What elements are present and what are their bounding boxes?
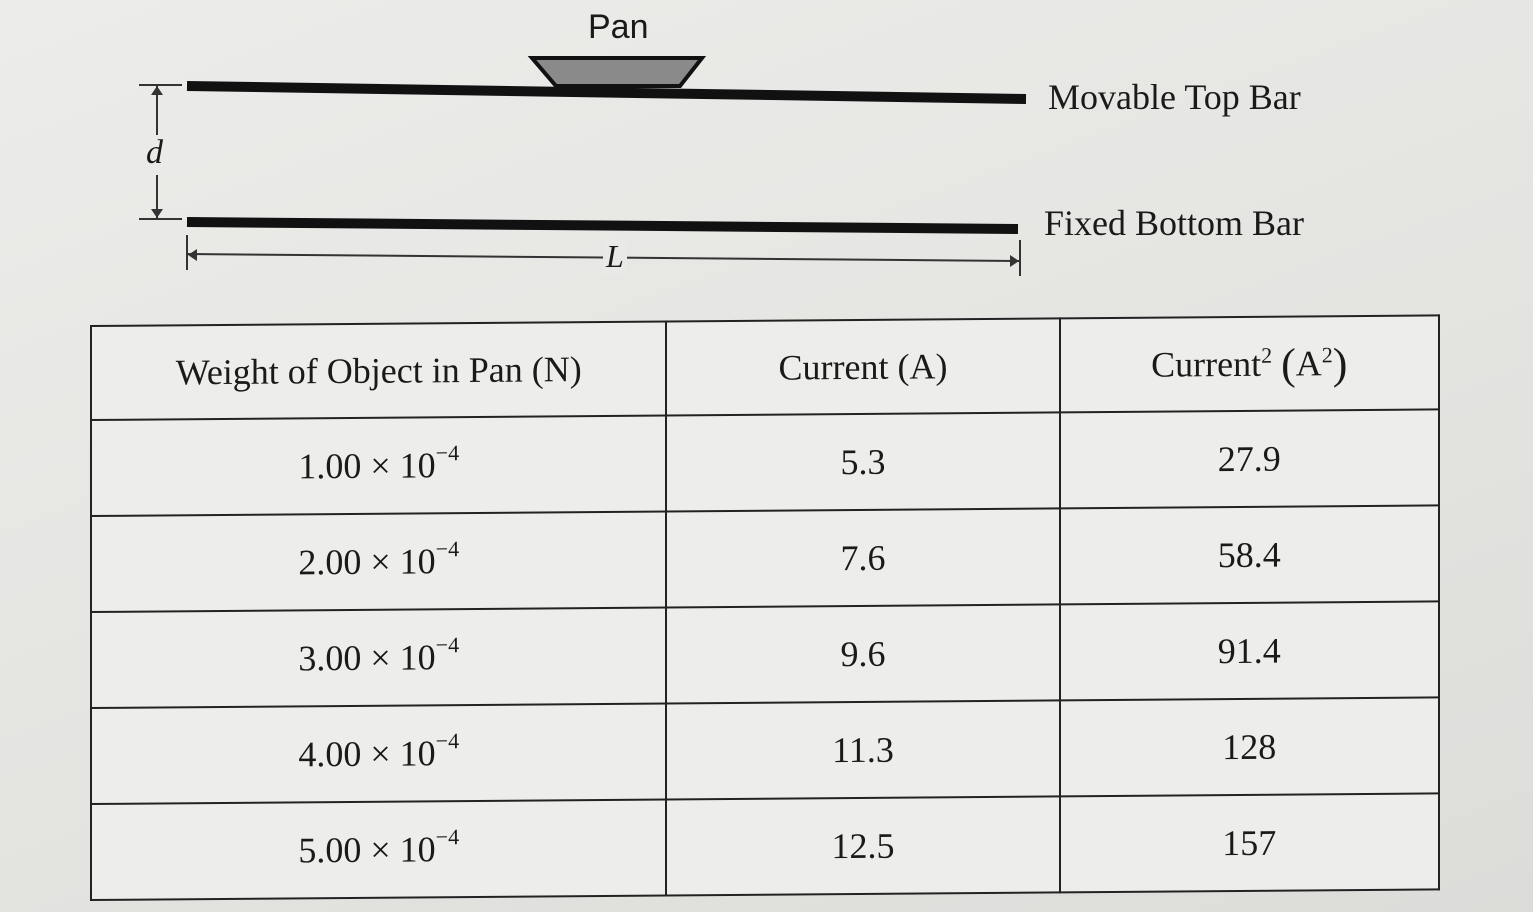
header-current-squared-base: Current [1151, 343, 1262, 385]
movable-top-bar-label: Movable Top Bar [1048, 77, 1301, 117]
weight-cell [91, 511, 666, 612]
current-squared-cell: 91.4 [1060, 601, 1439, 700]
apparatus-diagram [0, 0, 1533, 310]
l-label: L [603, 238, 627, 275]
l-arrow-right [1010, 255, 1019, 267]
header-unit-exp: 2 [1321, 341, 1333, 367]
d-label: d [146, 134, 163, 171]
weight-cell [91, 415, 666, 516]
weight-mantissa: 5.00 × 10 [298, 829, 436, 871]
current-cell: 11.3 [666, 700, 1059, 799]
weight-exponent: −4 [435, 824, 460, 850]
current-cell: 5.3 [666, 412, 1059, 511]
header-unit-base: A [1295, 342, 1322, 384]
current-cell: 7.6 [666, 508, 1059, 607]
d-arrow-up [151, 86, 163, 95]
table-row [91, 697, 1439, 804]
weight-mantissa: 4.00 × 10 [298, 733, 436, 775]
weight-exponent: −4 [435, 632, 460, 658]
current-squared-cell: 157 [1060, 793, 1439, 892]
header-current: Current (A) [666, 318, 1059, 415]
weight-mantissa: 3.00 × 10 [298, 637, 436, 679]
header-current-squared-exp: 2 [1261, 342, 1273, 368]
table-row [91, 793, 1439, 900]
d-arrow-down [151, 209, 163, 218]
current-squared-cell: 128 [1060, 697, 1439, 796]
table-row [91, 409, 1439, 516]
weight-mantissa: 2.00 × 10 [298, 541, 436, 583]
apparatus-drawing [0, 0, 1533, 310]
fixed-bottom-bar [187, 222, 1018, 229]
weight-exponent: −4 [435, 440, 460, 466]
weight-mantissa: 1.00 × 10 [298, 445, 436, 487]
weight-exponent: −4 [435, 536, 460, 562]
pan-shape [532, 58, 702, 86]
weight-cell [91, 703, 666, 804]
pan-label: Pan [588, 8, 649, 46]
header-weight: Weight of Object in Pan (N) [91, 321, 666, 420]
l-arrow-left [188, 249, 197, 261]
current-squared-cell: 27.9 [1060, 409, 1439, 508]
current-cell: 9.6 [666, 604, 1059, 703]
weight-exponent: −4 [435, 728, 460, 754]
table-header-row [91, 315, 1439, 420]
weight-cell [91, 799, 666, 900]
weight-cell [91, 607, 666, 708]
data-table [90, 314, 1440, 901]
current-cell: 12.5 [666, 796, 1059, 895]
table-row [91, 601, 1439, 708]
header-current-squared: Current$^2$ $(A^2)$ [1060, 315, 1439, 412]
current-squared-cell: 58.4 [1060, 505, 1439, 604]
table-row [91, 505, 1439, 612]
fixed-bottom-bar-label: Fixed Bottom Bar [1044, 203, 1304, 243]
